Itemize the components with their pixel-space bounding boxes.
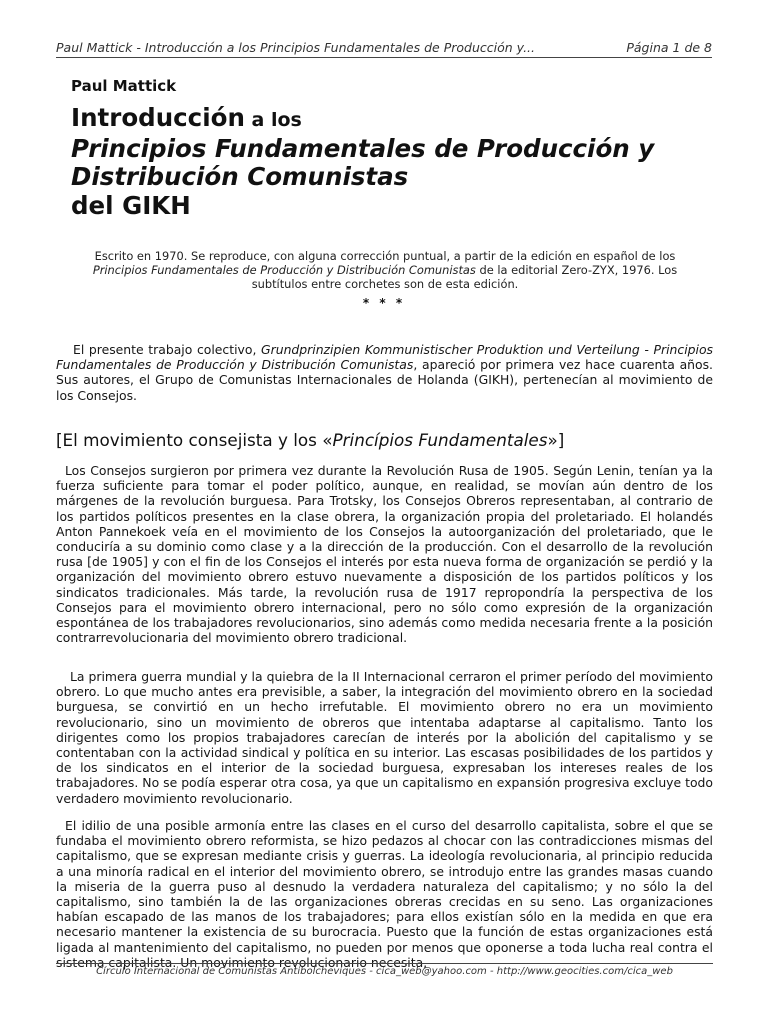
document-title	[71, 104, 721, 220]
paragraph-intro: El presente trabajo colectivo, Grundprinzipien Kommunistischer Produktion und Verteilung - Principios Fundamentales de Producción y Distribución Comunistas, apareció por primera vez hace cuarenta años. Sus autores, el Grupo de Comunistas Internacionales de Holanda (GIKH), pertenecían al movimiento de los Consejos.	[56, 342, 713, 403]
header-document-title: Paul Mattick - Introducción a los Principios Fundamentales de Producción y...	[56, 40, 535, 55]
body-paragraph: Los Consejos surgieron por primera vez durante la Revolución Rusa de 1905. Según Lenin, tenían ya la fuerza suficiente para tomar el poder político, aunque, en realidad, se movían aún dentro de los márgenes de la revolución burguesa. Para Trotsky, los Consejos Obreros representaban, al contrario de los partidos políticos presentes en la clase obrera, la organización propia del proletariado. El holandés Anton Pannekoek veía en el movimiento de los Consejos la autoorganización del proletariado, que le conduciría a su dominio como clase y a la dirección de la producción. Con el desarrollo de la revolución rusa [de 1905] y con el fin de los Consejos el interés por esta nueva forma de organización se perdió y la organización del movimiento obrero estuvo nuevamente a disposición de los partidos políticos y los sindicatos tradicionales. Más tarde, la revolución rusa de 1917 repropondría la perspectiva de los Consejos para el movimiento obrero internacional, pero no sólo como expresión de la organización espontánea de los trabajadores revolucionarios, sino además como medida necesaria frente a la posición contrarrevolucionaria del movimiento obrero tradicional.	[56, 463, 713, 646]
page-header	[56, 40, 712, 58]
title-line-1: Introducción a los	[71, 103, 302, 132]
header-page-number: Página 1 de 8	[626, 40, 712, 55]
author-name: Paul Mattick	[71, 77, 177, 95]
body-paragraph: La primera guerra mundial y la quiebra de la II Internacional cerraron el primer período del movimiento obrero. Lo que mucho antes era previsible, a saber, la integración del movimiento obrero en la sociedad burguesa, se convirtió en un hecho irrefutable. El movimiento obrero no era un movimiento revolucionario, sino un movimiento de obreros que intentaba adaptarse al capitalismo. Tanto los dirigentes como los propios trabajadores carecían de interés por la abolición del capitalismo y se contentaban con la actividad sindical y política en su interior. Las escasas posibilidades de los partidos y de los sindicatos en el interior de la sociedad burguesa, expresaban los intereses reales de los trabajadores. No se podía esperar otra cosa, ya que un capitalismo en expansión progresiva excluye todo verdadero movimiento revolucionario.	[56, 669, 713, 806]
title-line-4: del GIKH	[71, 190, 191, 220]
page-footer: Círculo Internacional de Comunistas Antibolcheviques - cica_web@yahoo.com - http://www.geocities.com/cica_web	[56, 963, 713, 977]
editorial-note: Escrito en 1970. Se reproduce, con alguna corrección puntual, a partir de la edición en español de los Principios Fundamentales de Producción y Distribución Comunistas de la editorial Zero-ZYX, 1976. Los subtítulos entre corchetes son de esta edición.	[92, 249, 678, 292]
title-line-2: Principios Fundamentales de Producción y	[71, 133, 655, 163]
section-heading: [El movimiento consejista y los «Princípios Fundamentales»]	[56, 430, 565, 450]
separator: * * *	[362, 296, 406, 310]
body-paragraph: El idilio de una posible armonía entre las clases en el curso del desarrollo capitalista, sobre el que se fundaba el movimiento obrero reformista, se hizo pedazos al chocar con las contradicciones mismas del capitalismo, que se expresan mediante crisis y guerras. La ideología revolucionaria, al principio reducida a una minoría radical en el interior del movimiento obrero, se introdujo entre las grandes masas cuando la miseria de la guerra puso al desnudo la verdadera naturaleza del capitalismo; y no sólo la del capitalismo, sino también la de las organizaciones obreras crecidas en su seno. Las organizaciones habían escapado de las manos de los trabajadores; para ellos existían sólo en la medida en que era necesario mantener la existencia de su burocracia. Puesto que la función de estas organizaciones está ligada al mantenimiento del capitalismo, no pueden por menos que oponerse a toda lucha real contra el sistema capitalista. Un movimiento revolucionario necesita,	[56, 818, 713, 970]
title-line-3: Distribución Comunistas	[71, 162, 409, 191]
